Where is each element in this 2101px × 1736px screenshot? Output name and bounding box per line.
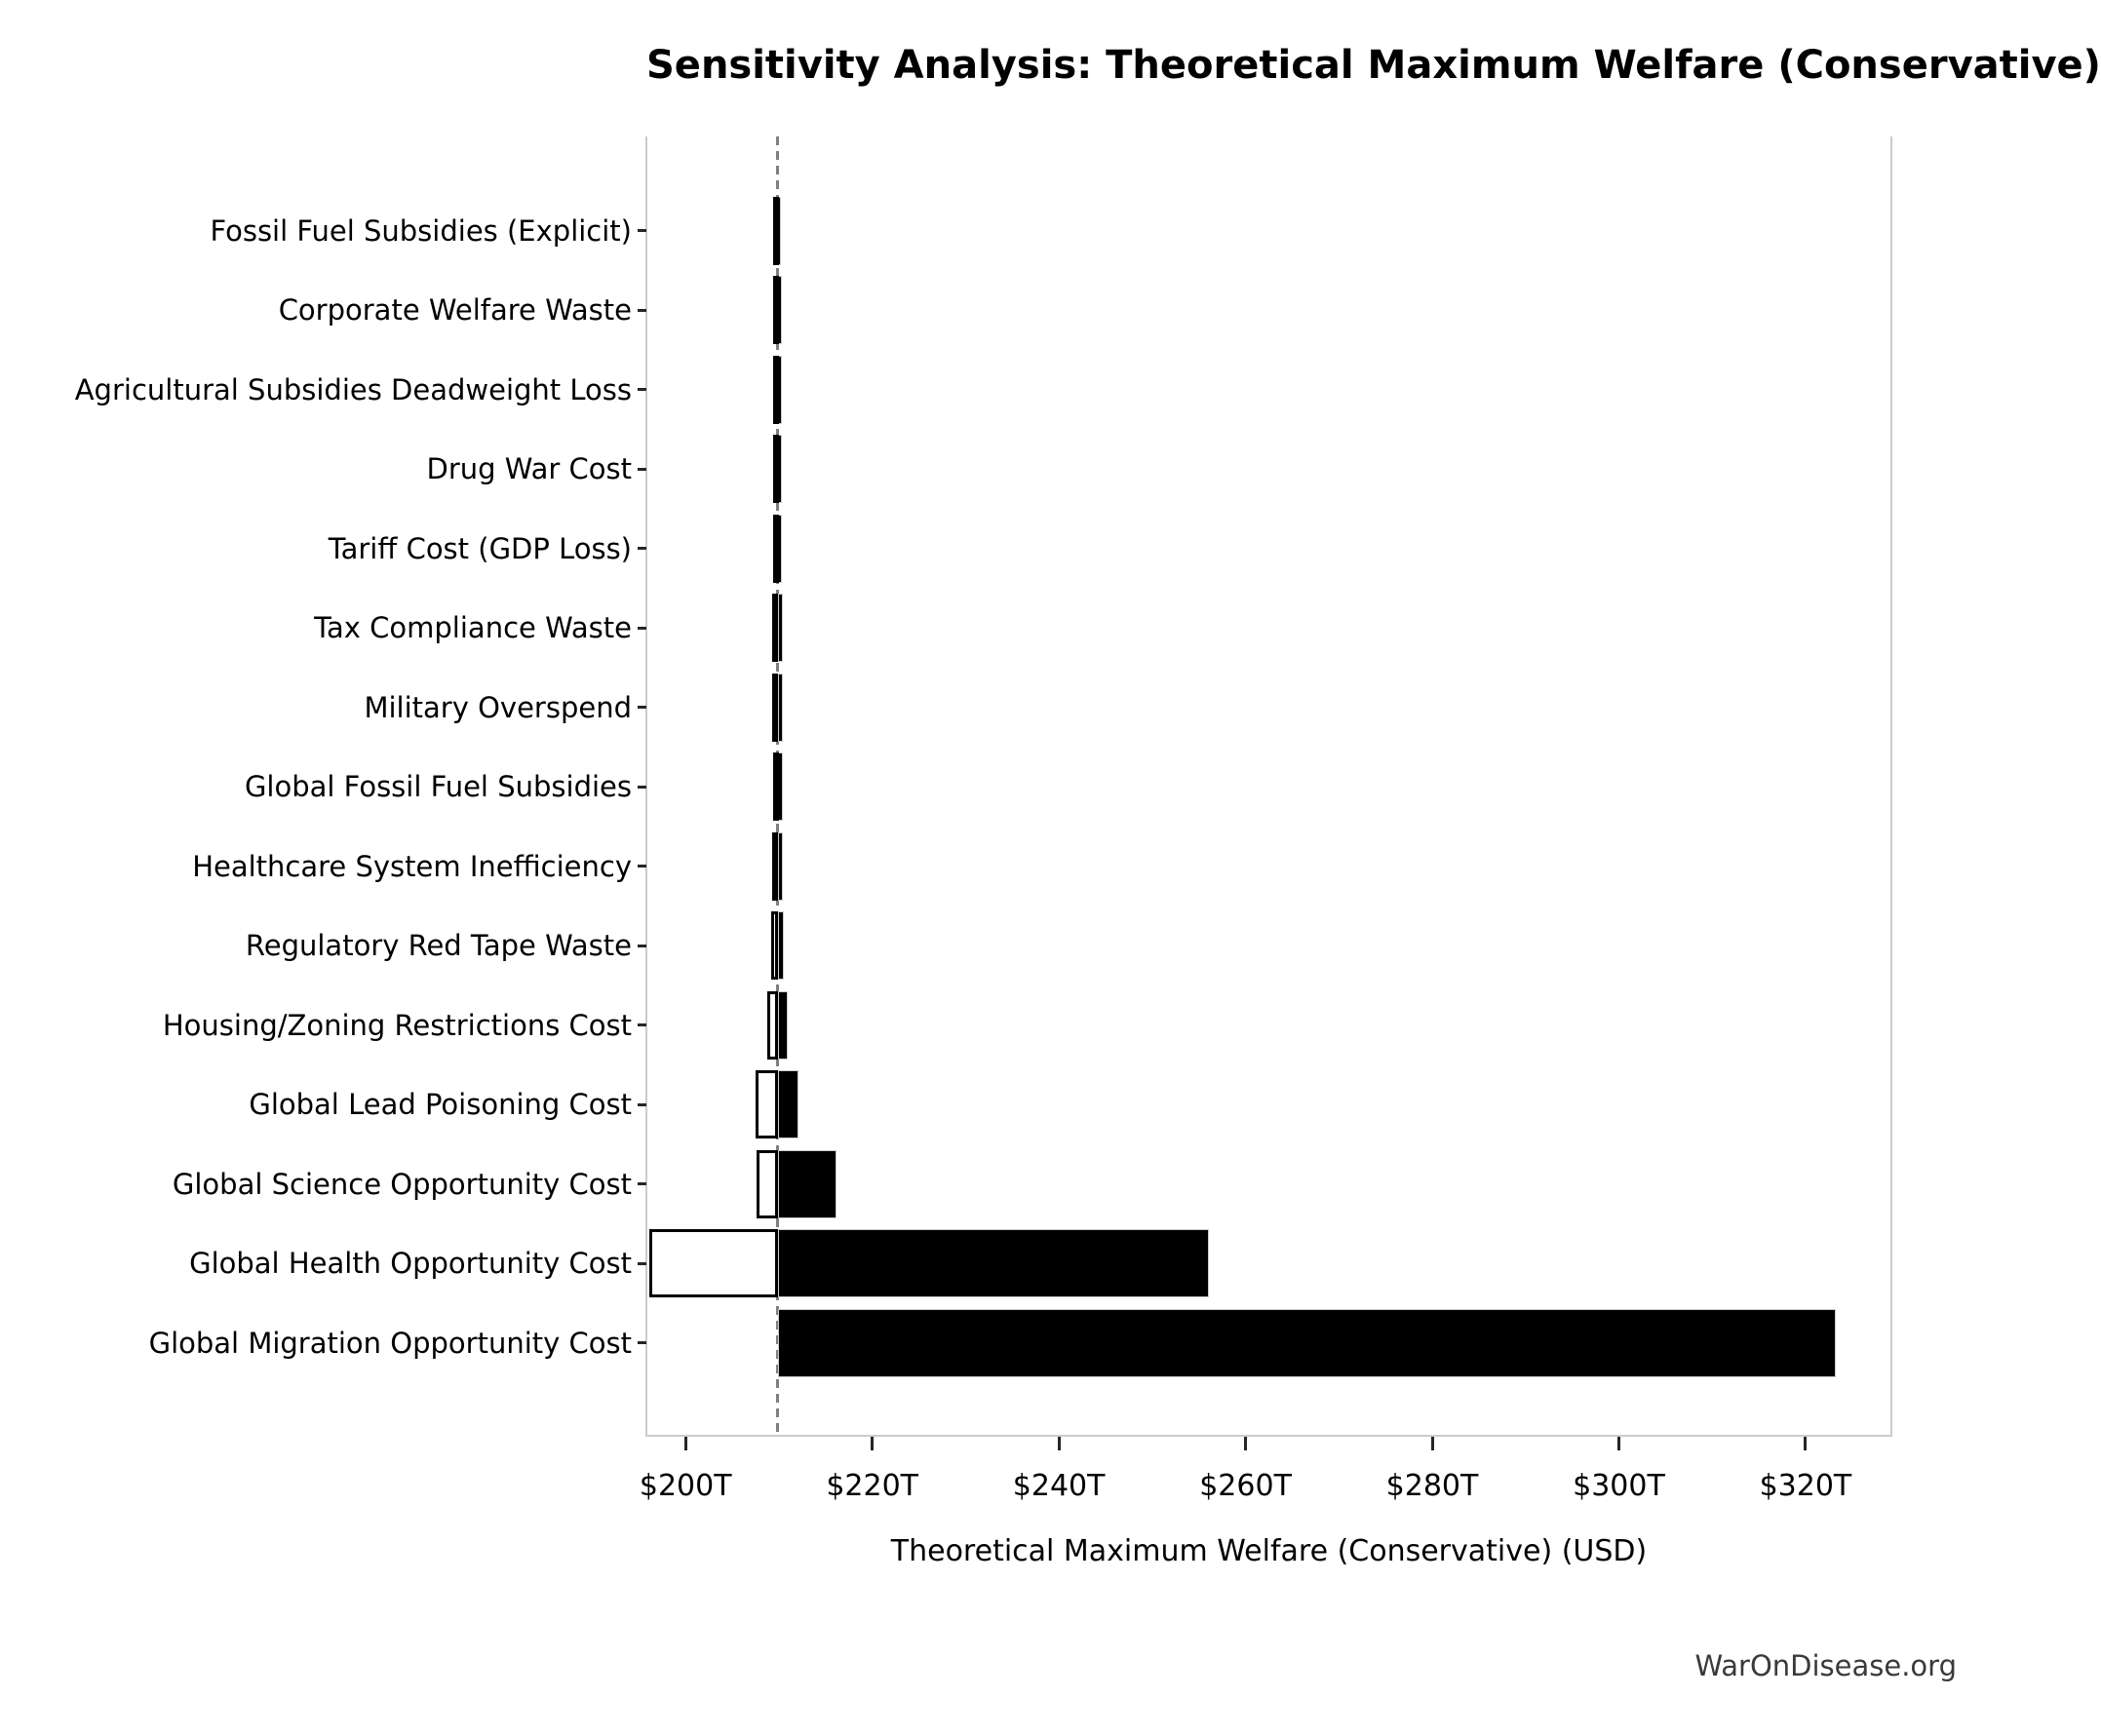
y-tick-label: Global Health Opportunity Cost (189, 1247, 632, 1281)
bar-high-14 (778, 1309, 1836, 1377)
bar-low-12 (757, 1150, 778, 1218)
bar-low-5 (772, 594, 778, 662)
bar-high-9 (778, 911, 784, 980)
y-tick-mark (638, 229, 646, 232)
y-tick-label: Drug War Cost (426, 452, 632, 486)
bar-high-12 (778, 1150, 837, 1218)
x-tick-label: $200T (639, 1469, 732, 1503)
y-tick-label: Military Overspend (364, 690, 632, 724)
bar-low-0 (773, 197, 779, 265)
bar-low-13 (649, 1229, 778, 1297)
y-tick-label: Corporate Welfare Waste (278, 293, 632, 328)
x-tick-label: $240T (1012, 1469, 1106, 1503)
y-tick-label: Tax Compliance Waste (314, 611, 632, 645)
y-tick-mark (638, 786, 646, 789)
x-axis-label: Theoretical Maximum Welfare (Conservative) (USD) (890, 1534, 1648, 1568)
x-tick-mark (1058, 1437, 1061, 1450)
y-tick-mark (638, 1103, 646, 1106)
y-tick-mark (638, 468, 646, 471)
x-tick-mark (1431, 1437, 1434, 1450)
y-tick-label: Housing/Zoning Restrictions Cost (162, 1008, 632, 1042)
bar-low-3 (773, 435, 779, 503)
x-tick-mark (1244, 1437, 1247, 1450)
x-tick-label: $300T (1573, 1469, 1665, 1503)
y-tick-label: Global Fossil Fuel Subsidies (244, 770, 632, 804)
bar-high-8 (778, 832, 783, 901)
y-tick-mark (638, 1023, 646, 1026)
y-tick-mark (638, 865, 646, 868)
chart-title: Sensitivity Analysis: Theoretical Maximum Welfare (Conservative) (646, 43, 2101, 88)
y-tick-label: Global Lead Poisoning Cost (249, 1088, 632, 1122)
bar-low-2 (773, 356, 779, 424)
y-tick-mark (638, 547, 646, 550)
x-tick-label: $280T (1385, 1469, 1479, 1503)
x-tick-label: $220T (826, 1469, 918, 1503)
bar-high-5 (778, 594, 783, 662)
y-tick-mark (638, 309, 646, 312)
x-tick-mark (1804, 1437, 1807, 1450)
y-tick-mark (638, 945, 646, 947)
y-tick-label: Global Migration Opportunity Cost (148, 1326, 632, 1360)
x-tick-mark (1617, 1437, 1620, 1450)
y-tick-label: Agricultural Subsidies Deadweight Loss (74, 372, 632, 406)
bar-high-13 (778, 1229, 1209, 1297)
bar-low-11 (756, 1070, 778, 1138)
bar-low-8 (772, 832, 778, 901)
watermark: WarOnDisease.org (1694, 1649, 1957, 1682)
y-tick-mark (638, 1341, 646, 1344)
y-tick-label: Tariff Cost (GDP Loss) (328, 531, 632, 565)
bar-low-4 (773, 515, 779, 583)
bar-high-10 (778, 991, 788, 1060)
x-tick-label: $260T (1199, 1469, 1292, 1503)
y-tick-mark (638, 1262, 646, 1265)
y-tick-mark (638, 1182, 646, 1185)
bar-low-10 (767, 991, 778, 1060)
y-tick-label: Healthcare System Inefficiency (192, 849, 632, 883)
y-tick-mark (638, 627, 646, 630)
bar-low-7 (773, 752, 779, 821)
y-tick-label: Fossil Fuel Subsidies (Explicit) (210, 213, 632, 248)
bar-low-9 (771, 911, 778, 980)
x-tick-mark (871, 1437, 874, 1450)
y-tick-mark (638, 706, 646, 709)
x-tick-mark (684, 1437, 687, 1450)
x-tick-label: $320T (1759, 1469, 1852, 1503)
bar-high-11 (778, 1070, 798, 1138)
bar-low-6 (772, 674, 778, 742)
bar-high-6 (778, 674, 783, 742)
y-tick-mark (638, 388, 646, 391)
y-tick-label: Global Science Opportunity Cost (172, 1167, 632, 1201)
bar-low-1 (773, 276, 779, 344)
y-tick-label: Regulatory Red Tape Waste (245, 929, 632, 963)
